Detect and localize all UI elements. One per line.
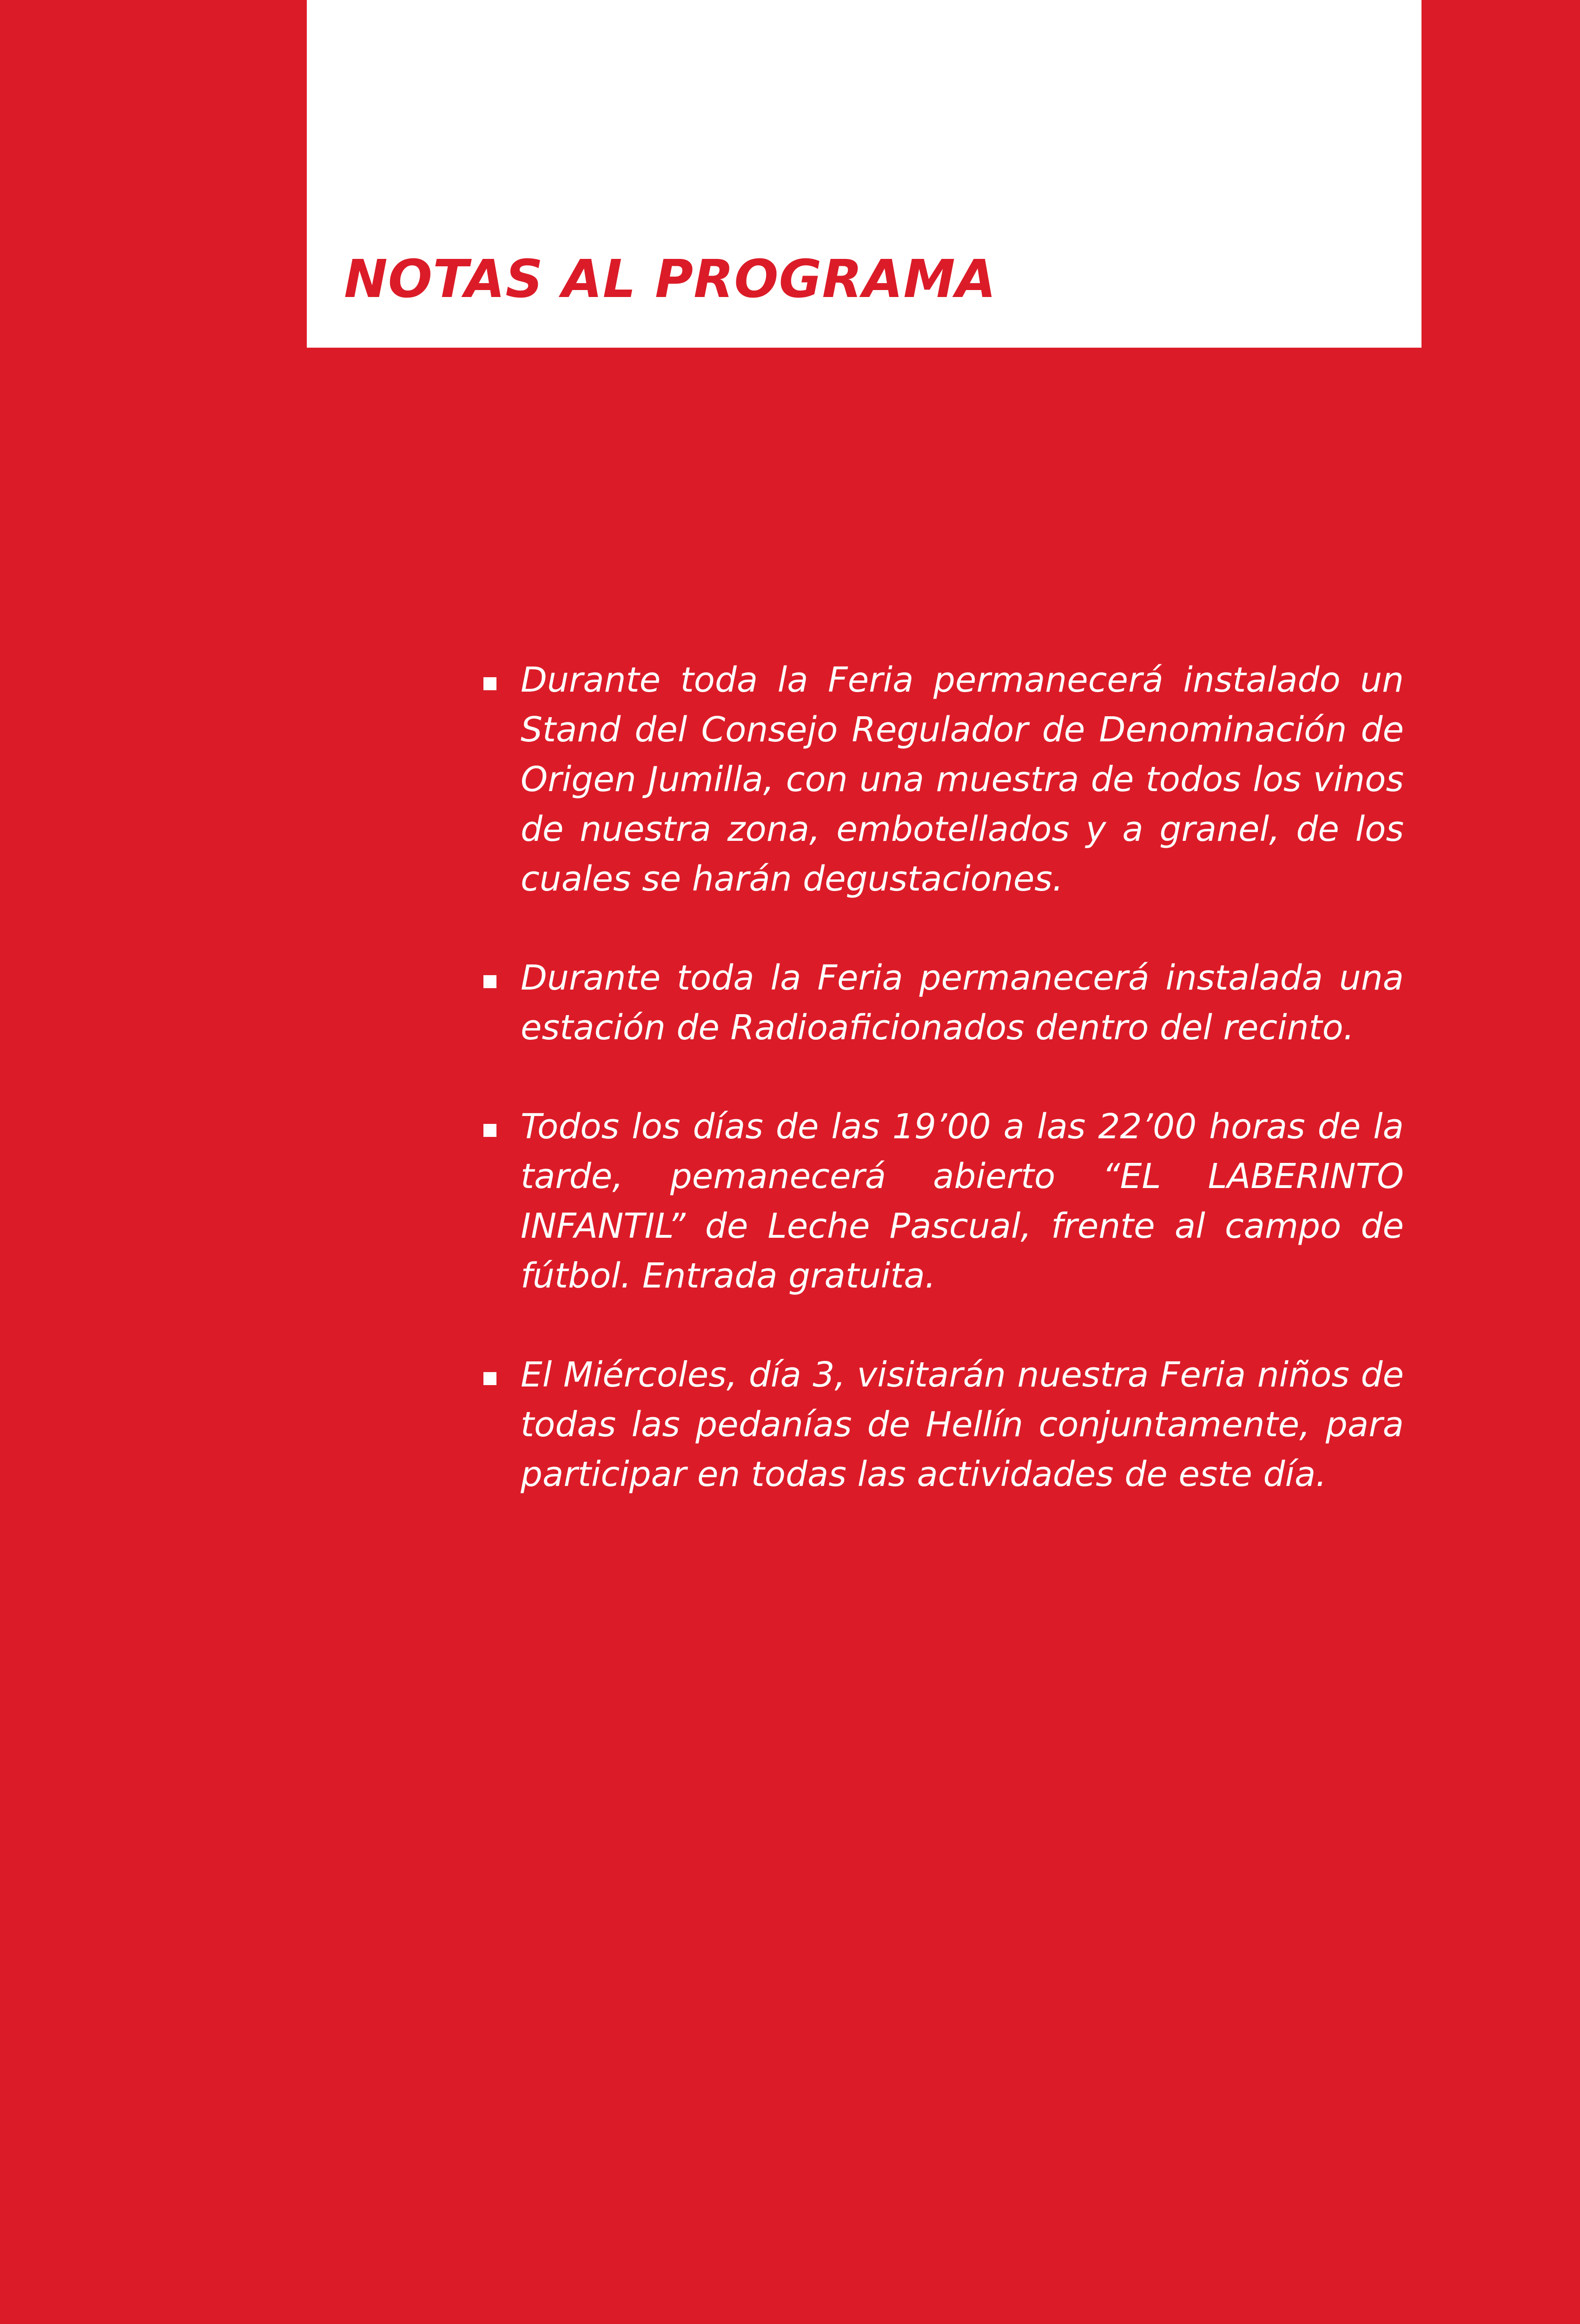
note-text: Durante toda la Feria permanecerá instalada una estación de Radioaficionados dentro del recinto. bbox=[521, 958, 1404, 1048]
note-text: Todos los días de las 19’00 a las 22’00 horas de la tarde, pemanecerá abierto “EL LABERINTO INFANTIL” de Leche Pascual, frente al campo de fútbol. Entrada gratuita. bbox=[521, 1107, 1404, 1296]
page-title: NOTAS AL PROGRAMA bbox=[344, 249, 997, 310]
list-item bbox=[479, 1102, 1404, 1301]
square-bullet-icon bbox=[483, 677, 496, 690]
list-item bbox=[479, 655, 1404, 904]
list-item bbox=[479, 1350, 1404, 1499]
list-item bbox=[479, 953, 1404, 1053]
note-text: El Miércoles, día 3, visitarán nuestra Feria niños de todas las pedanías de Hellín conjuntamente, para participar en todas las actividades de este día. bbox=[521, 1355, 1404, 1494]
square-bullet-icon bbox=[483, 1372, 496, 1385]
note-text: Durante toda la Feria permanecerá instalado un Stand del Consejo Regulador de Denominación de Origen Jumilla, con una muestra de todos los vinos de nuestra zona, embotellados y a granel, de los cuales se harán degustaciones. bbox=[521, 660, 1404, 899]
square-bullet-icon bbox=[483, 1124, 496, 1137]
notes-list bbox=[479, 655, 1404, 1549]
header-panel bbox=[307, 0, 1421, 348]
square-bullet-icon bbox=[483, 975, 496, 988]
